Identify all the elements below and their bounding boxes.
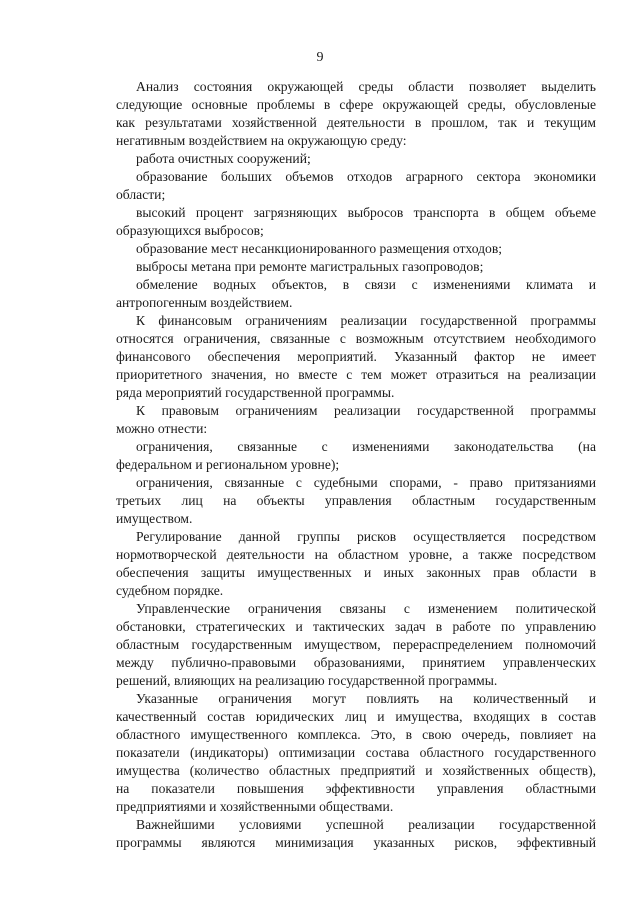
- text-line: судебном порядке.: [116, 583, 224, 598]
- paragraph-managerial: [116, 600, 596, 690]
- text-line: между публично-правовыми образованиями, принятием управленческих: [116, 655, 596, 670]
- paragraph-conditions: [116, 816, 596, 852]
- text-line: качественный состав юридических лиц и имущества, входящих в состав: [116, 709, 596, 724]
- paragraph-financial: [116, 312, 596, 402]
- text-line: имуществом.: [116, 511, 193, 526]
- text-line: показатели (индикаторы) оптимизации состава областного государственного: [116, 745, 596, 760]
- text-line: К финансовым ограничениям реализации государственной программы: [136, 313, 596, 328]
- text-line: относятся ограничения, связанные с возможным отсутствием необходимого: [116, 331, 596, 346]
- paragraph-impact: [116, 690, 596, 816]
- paragraph-regulation: [116, 528, 596, 600]
- text-line: Указанные ограничения могут повлиять на количественный и: [136, 691, 596, 706]
- text-line: областным государственным имуществом, перераспределением полномочий: [116, 637, 596, 652]
- text-line: образование мест несанкционированного размещения отходов;: [136, 241, 503, 256]
- text-line: предприятиями и хозяйственными обществами.: [116, 799, 394, 814]
- text-line: работа очистных сооружений;: [136, 151, 311, 166]
- page-number: 9: [316, 50, 324, 65]
- body-text: [116, 78, 596, 852]
- text-line: К правовым ограничениям реализации государственной программы: [136, 403, 596, 418]
- text-line: нормотворческой деятельности на областном уровне, а также посредством: [116, 547, 596, 562]
- text-line: антропогенным воздействием.: [116, 295, 293, 310]
- text-line: обстановки, стратегических и тактических задач в работе по управлению: [116, 619, 596, 634]
- text-line: приоритетного значения, но вместе с тем может отразиться на реализации: [116, 367, 596, 382]
- paragraph-list1: [116, 150, 596, 312]
- text-line: третьих лиц на объекты управления областным государственным: [116, 493, 596, 508]
- text-line: ограничения, связанные с изменениями законодательства (на: [136, 439, 596, 454]
- text-line: Управленческие ограничения связаны с изменением политической: [136, 601, 596, 616]
- text-line: как результатами хозяйственной деятельности в прошлом, так и текущим: [116, 115, 596, 130]
- text-line: образующихся выбросов;: [116, 223, 264, 238]
- paragraph-legal: [116, 402, 596, 528]
- text-line: Регулирование данной группы рисков осуществляется посредством: [136, 529, 596, 544]
- text-line: федеральном и региональном уровне);: [116, 457, 340, 472]
- text-line: ряда мероприятий государственной программы.: [116, 385, 395, 400]
- text-line: имущества (количество областных предприятий и хозяйственных обществ),: [116, 763, 596, 778]
- text-line: выбросы метана при ремонте магистральных газопроводов;: [136, 259, 484, 274]
- text-line: областного имущественного комплекса. Это, в свою очередь, повлияет на: [116, 727, 596, 742]
- text-line: можно отнести:: [116, 421, 208, 436]
- text-line: обмеление водных объектов, в связи с изменениями климата и: [136, 277, 596, 292]
- text-line: высокий процент загрязняющих выбросов транспорта в общем объеме: [136, 205, 596, 220]
- text-line: области;: [116, 187, 166, 202]
- text-line: ограничения, связанные с судебными спорами, - право притязаниями: [136, 475, 596, 490]
- text-line: Анализ состояния окружающей среды области позволяет выделить: [136, 79, 596, 94]
- text-line: программы являются минимизация указанных рисков, эффективный: [116, 835, 596, 850]
- text-line: на показатели повышения эффективности управления областными: [116, 781, 596, 796]
- text-line: следующие основные проблемы в сфере окружающей среды, обусловленые: [116, 97, 596, 112]
- text-line: негативным воздействием на окружающую среду:: [116, 133, 407, 148]
- text-line: обеспечения защиты имущественных и иных законных прав области в: [116, 565, 596, 580]
- text-line: Важнейшими условиями успешной реализации государственной: [136, 817, 596, 832]
- paragraph-analysis: [116, 78, 596, 150]
- text-line: образование больших объемов отходов аграрного сектора экономики: [136, 169, 596, 184]
- text-line: финансового обеспечения мероприятий. Указанный фактор не имеет: [116, 349, 596, 364]
- text-line: решений, влияющих на реализацию государственной программы.: [116, 673, 498, 688]
